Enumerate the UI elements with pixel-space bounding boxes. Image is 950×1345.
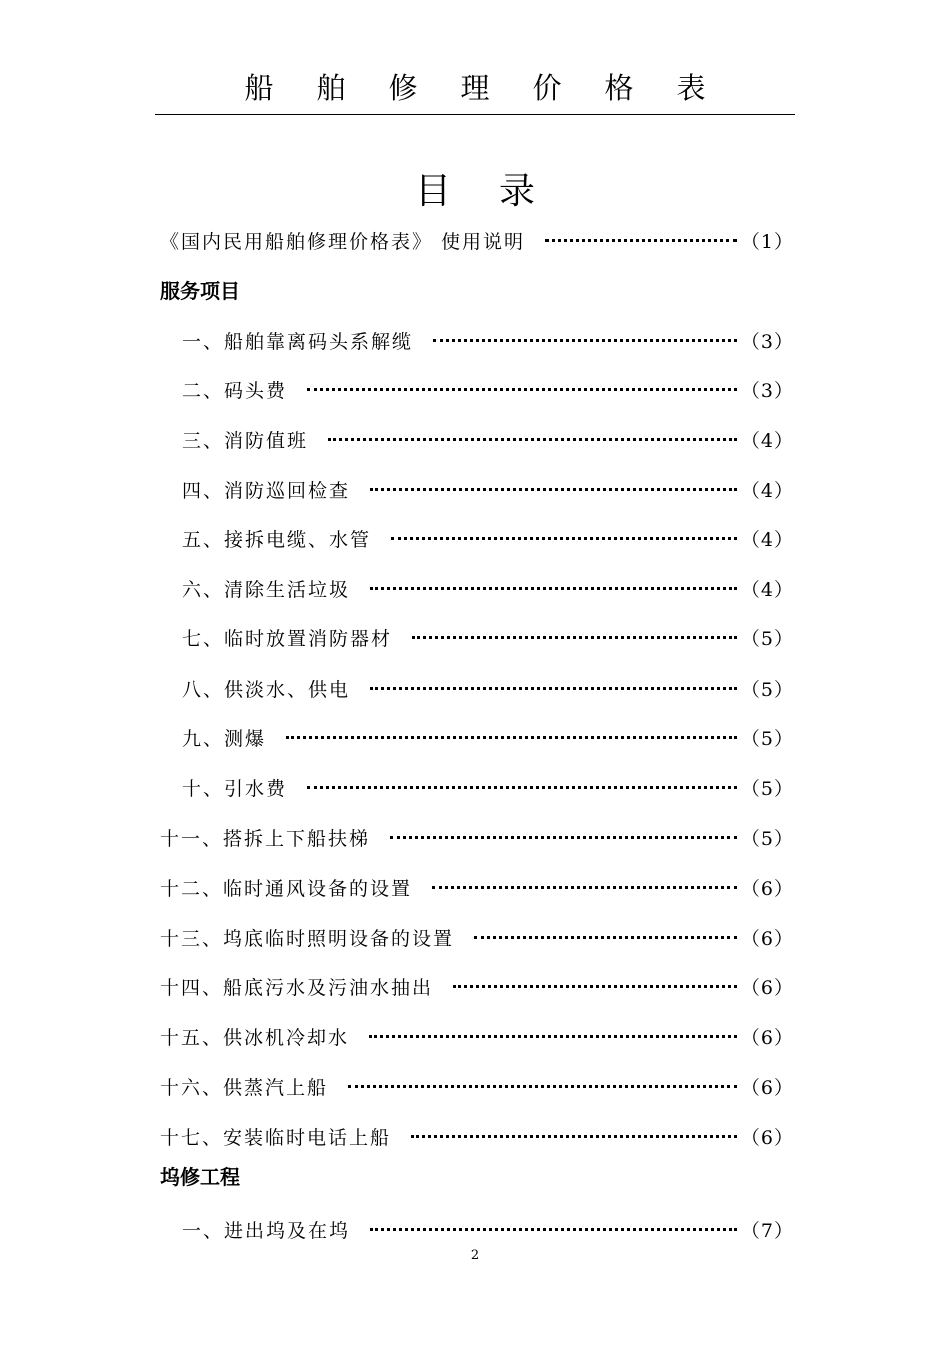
toc-entry[interactable] xyxy=(160,971,794,1001)
section-heading-service: 服务项目 xyxy=(160,279,240,303)
toc-entry[interactable] xyxy=(160,1214,794,1244)
dot-leader xyxy=(369,1035,737,1038)
toc-entry[interactable] xyxy=(160,722,794,752)
toc-entry-page: （4） xyxy=(740,528,794,551)
section-heading-dock-repair: 坞修工程 xyxy=(160,1165,240,1189)
toc-entry-label: 六、清除生活垃圾 xyxy=(182,578,351,601)
toc-entry-page: （3） xyxy=(740,379,794,402)
toc-entry-label: 《国内民用船舶修理价格表》 使用说明 xyxy=(160,230,526,253)
toc-entry[interactable] xyxy=(160,922,794,952)
page-number: 2 xyxy=(470,1248,480,1263)
toc-entry-label: 十、引水费 xyxy=(182,777,288,800)
dot-leader xyxy=(433,339,737,342)
dot-leader xyxy=(370,1228,737,1231)
dot-leader xyxy=(391,537,737,540)
dot-leader xyxy=(412,636,737,639)
toc-entry-page: （7） xyxy=(740,1219,794,1242)
toc-entry-page: （6） xyxy=(740,1026,794,1049)
toc-entry-page: （6） xyxy=(740,976,794,999)
toc-entry[interactable] xyxy=(160,573,794,603)
dot-leader xyxy=(545,239,737,242)
toc-entry[interactable] xyxy=(160,822,794,852)
toc-entry-page: （6） xyxy=(740,1076,794,1099)
dot-leader xyxy=(328,438,737,441)
dot-leader xyxy=(453,985,737,988)
toc-entry[interactable] xyxy=(160,325,794,355)
dot-leader xyxy=(307,786,737,789)
dot-leader xyxy=(286,736,737,739)
toc-entry-page: （5） xyxy=(740,727,794,750)
document-header-title: 船舶修理价格表 xyxy=(244,71,749,105)
toc-entry-page: （1） xyxy=(740,230,794,253)
toc-entry-page: （6） xyxy=(740,927,794,950)
toc-entry[interactable] xyxy=(160,673,794,703)
toc-entry-label: 十七、安装临时电话上船 xyxy=(160,1126,392,1149)
toc-entry[interactable] xyxy=(160,523,794,553)
toc-title: 目录 xyxy=(414,171,583,212)
toc-entry[interactable] xyxy=(160,374,794,404)
toc-entry[interactable] xyxy=(160,474,794,504)
toc-entry-intro[interactable] xyxy=(160,225,794,255)
toc-entry[interactable] xyxy=(160,872,794,902)
toc-entry-page: （6） xyxy=(740,877,794,900)
toc-entry[interactable] xyxy=(160,1021,794,1051)
dot-leader xyxy=(307,388,737,391)
toc-entry-label: 八、供淡水、供电 xyxy=(182,678,351,701)
dot-leader xyxy=(348,1085,737,1088)
dot-leader xyxy=(370,488,737,491)
dot-leader xyxy=(474,936,737,939)
toc-entry-label: 七、临时放置消防器材 xyxy=(182,627,393,650)
toc-entry[interactable] xyxy=(160,424,794,454)
dot-leader xyxy=(370,587,737,590)
header-rule xyxy=(155,114,795,115)
toc-entry-page: （4） xyxy=(740,578,794,601)
toc-entry-page: （5） xyxy=(740,777,794,800)
toc-entry[interactable] xyxy=(160,622,794,652)
toc-entry-label: 十四、船底污水及污油水抽出 xyxy=(160,976,434,999)
toc-entry-label: 五、接拆电缆、水管 xyxy=(182,528,372,551)
toc-entry-label: 三、消防值班 xyxy=(182,429,309,452)
toc-entry[interactable] xyxy=(160,1121,794,1151)
toc-entry-label: 一、进出坞及在坞 xyxy=(182,1219,351,1242)
dot-leader xyxy=(411,1135,737,1138)
dot-leader xyxy=(370,687,737,690)
dot-leader xyxy=(432,886,737,889)
toc-entry-page: （4） xyxy=(740,479,794,502)
toc-entry-label: 十六、供蒸汽上船 xyxy=(160,1076,329,1099)
toc-entry-label: 二、码头费 xyxy=(182,379,288,402)
toc-entry-label: 四、消防巡回检查 xyxy=(182,479,351,502)
toc-entry-page: （5） xyxy=(740,678,794,701)
toc-entry-label: 十二、临时通风设备的设置 xyxy=(160,877,413,900)
toc-entry-label: 十三、坞底临时照明设备的设置 xyxy=(160,927,455,950)
toc-entry-label: 九、测爆 xyxy=(182,727,267,750)
toc-entry[interactable] xyxy=(160,772,794,802)
toc-entry-page: （5） xyxy=(740,827,794,850)
toc-entry-label: 十五、供冰机冷却水 xyxy=(160,1026,350,1049)
toc-entry-page: （5） xyxy=(740,627,794,650)
dot-leader xyxy=(390,836,737,839)
toc-entry-label: 一、船舶靠离码头系解缆 xyxy=(182,330,414,353)
toc-entry-page: （6） xyxy=(740,1126,794,1149)
toc-entry-page: （3） xyxy=(740,330,794,353)
toc-entry-page: （4） xyxy=(740,429,794,452)
toc-entry-label: 十一、搭拆上下船扶梯 xyxy=(160,827,371,850)
toc-entry[interactable] xyxy=(160,1071,794,1101)
